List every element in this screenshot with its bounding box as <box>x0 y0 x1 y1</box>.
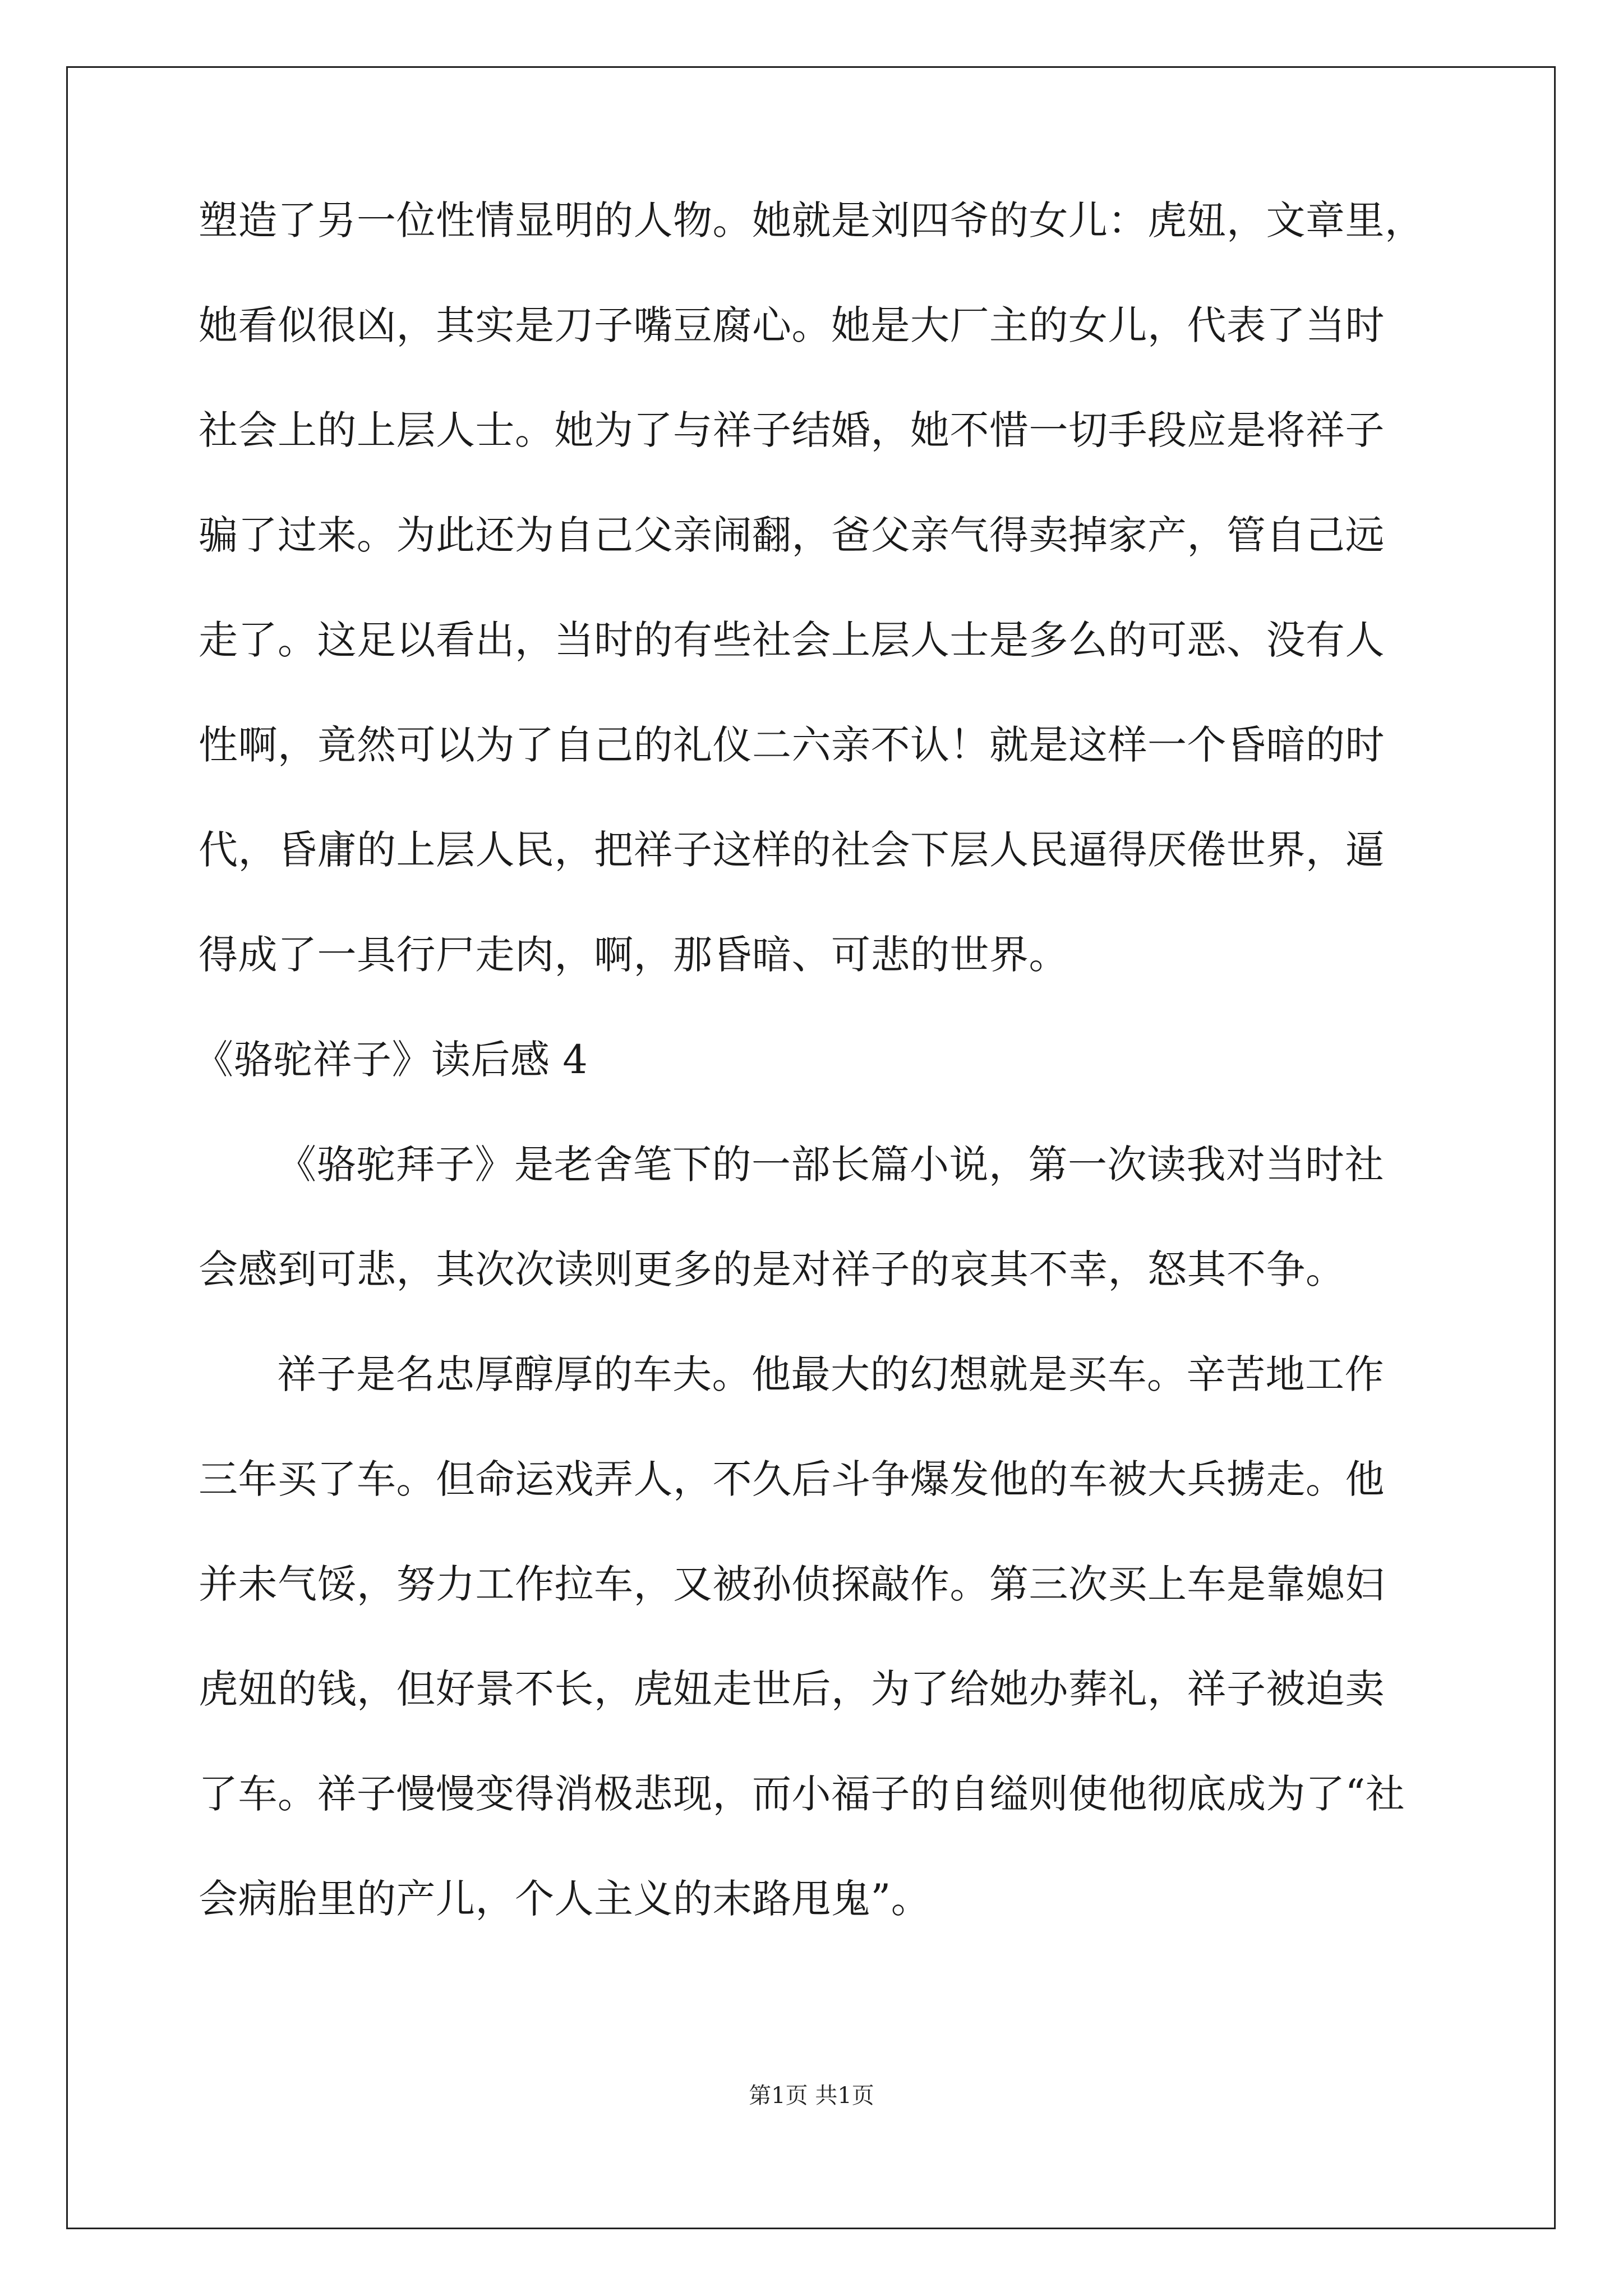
paragraph-line: 代，昏庸的上层人民，把祥子这样的社会下层人民逼得厌倦世界，逼 <box>199 827 1385 873</box>
paragraph-line: 走了。这足以看出，当时的有些社会上层人士是多么的可恶、没有人 <box>199 617 1385 663</box>
page-number-footer: 第1页 共1页 <box>749 2083 874 2109</box>
paragraph-line: 骗了过来。为此还为自己父亲闹翻，爸父亲气得卖掉家产，管自己远 <box>199 512 1385 558</box>
paragraph-line: 虎妞的钱，但好景不长，虎妞走世后，为了给她办葬礼，祥子被迫卖 <box>199 1666 1385 1712</box>
paragraph-line: 性啊，竟然可以为了自己的礼仪二六亲不认！就是这样一个昏暗的时 <box>199 722 1385 768</box>
paragraph-line: 了车。祥子慢慢变得消极悲现，而小福子的自缢则使他彻底成为了“社 <box>199 1771 1405 1817</box>
paragraph-line: 祥子是名忠厚醇厚的车夫。他最大的幻想就是买车。辛苦地工作 <box>277 1351 1384 1397</box>
paragraph-line: 会病胎里的产儿，个人主义的末路甩鬼”。 <box>199 1876 931 1922</box>
paragraph-line: 《骆驼拜子》是老舍笔下的一部长篇小说，第一次读我对当时社 <box>277 1142 1384 1188</box>
paragraph-line: 得成了一具行尸走肉，啊，那昏暗、可悲的世界。 <box>199 932 1068 978</box>
paragraph-line: 社会上的上层人士。她为了与祥子结婚，她不惜一切手段应是将祥子 <box>199 407 1385 453</box>
paragraph-line: 她看似很凶，其实是刀子嘴豆腐心。她是大厂主的女儿，代表了当时 <box>199 302 1385 348</box>
paragraph-line: 三年买了车。但命运戏弄人，不久后斗争爆发他的车被大兵掳走。他 <box>199 1456 1385 1502</box>
paragraph-line: 会感到可悲，其次次读则更多的是对祥子的哀其不幸，怒其不争。 <box>199 1246 1345 1292</box>
paragraph-line: 并未气馁，努力工作拉车，又被孙侦探敲作。第三次买上车是靠媳妇 <box>199 1561 1385 1607</box>
section-heading: 《骆驼祥子》读后感 4 <box>194 1037 588 1083</box>
paragraph-line: 塑造了另一位性情显明的人物。她就是刘四爷的女儿：虎妞，文章里， <box>199 197 1424 243</box>
